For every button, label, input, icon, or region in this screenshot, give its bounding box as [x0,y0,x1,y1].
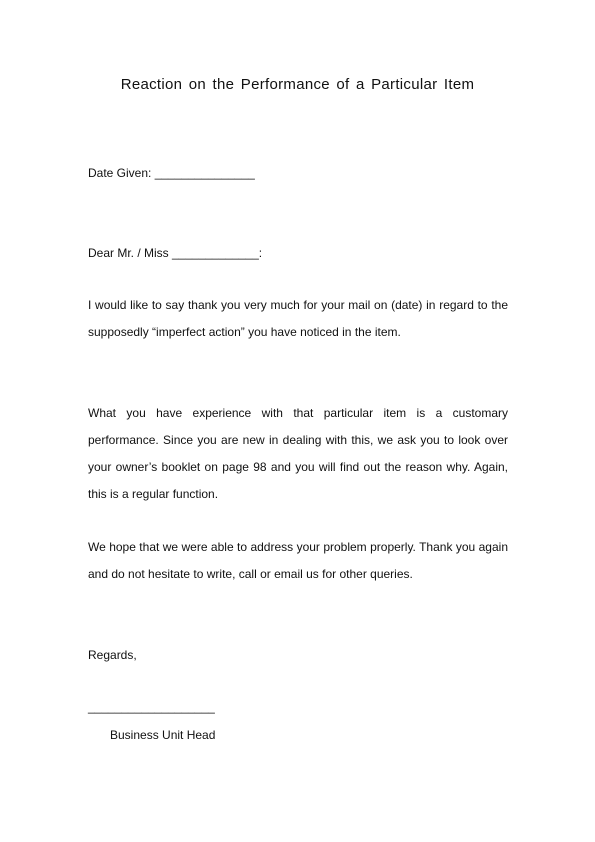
paragraph-1: I would like to say thank you very much for your mail on (date) in regard to the supposedly “imperfect action” you have noticed in the item. [88,298,508,339]
closing: Regards, [88,648,137,662]
salutation: Dear Mr. / Miss _____________: [88,246,263,260]
date-given-line: Date Given: _______________ [88,166,255,180]
signer-title: Business Unit Head [110,728,216,742]
letter-title: Reaction on the Performance of a Particular Item [120,76,475,93]
signature-line: ___________________ [88,700,215,714]
paragraph-3: We hope that we were able to address your problem properly. Thank you again and do not hesitate to write, call or email us for other queries. [88,540,508,581]
paragraph-2: What you have experience with that particular item is a customary performance. Since you are new in dealing with this, we ask you to look over your owner’s booklet on page 98 and you will find out the reason why. Again, this is a regular function. [88,406,508,501]
